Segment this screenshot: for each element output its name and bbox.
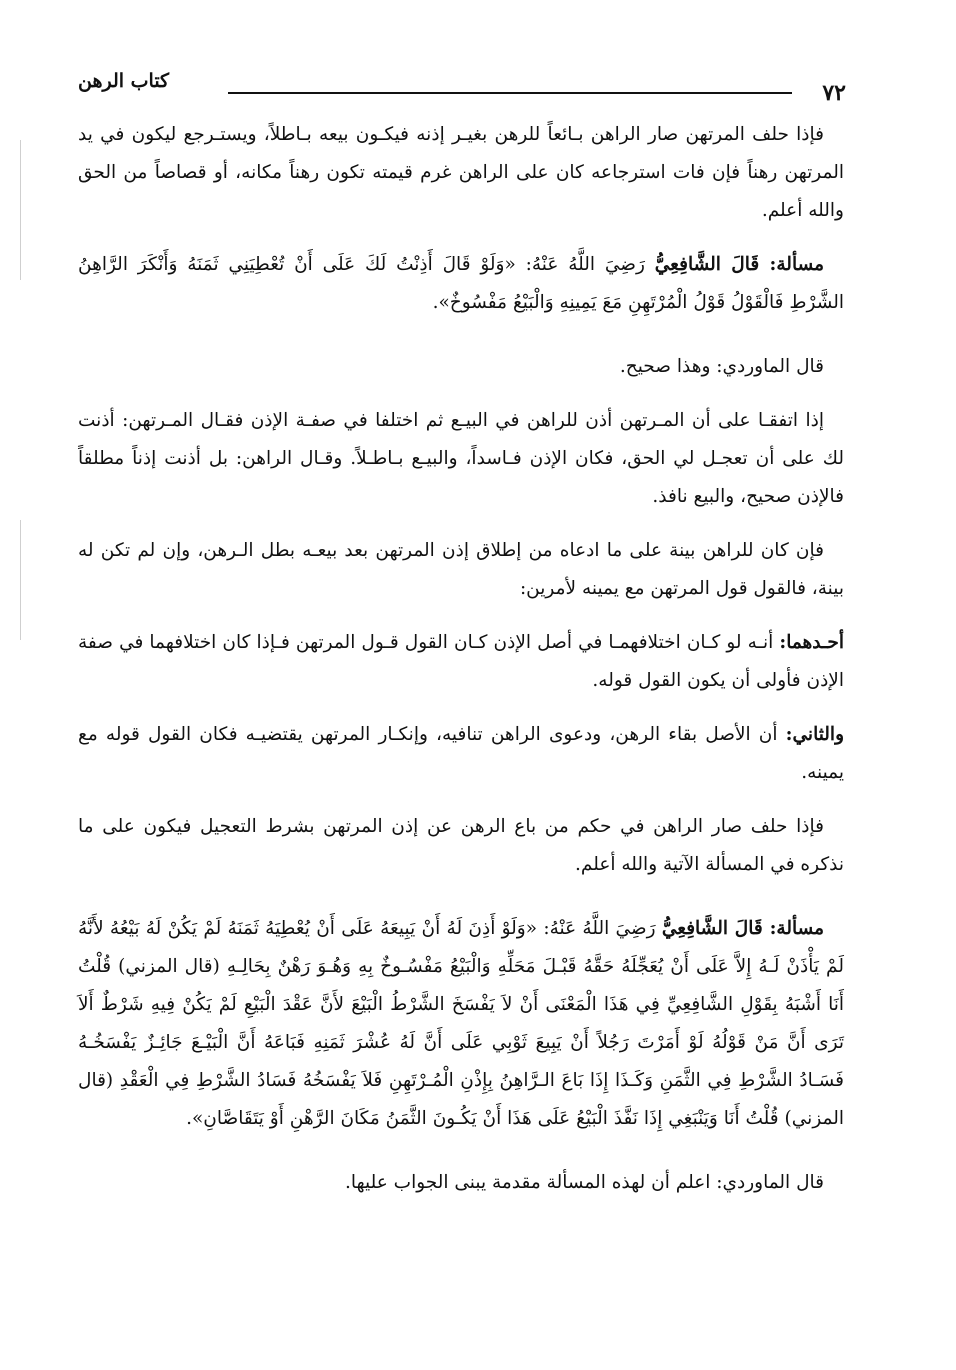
paragraph: فإن كان للراهن بينة على ما ادعاه من إطلاق إذن المرتهن بعد بيعـه بطل الـرهن، وإن لم تكن له بينة، فالقول قول المرتهن مع يمينه لأمرين: bbox=[78, 540, 844, 599]
header-rule bbox=[228, 92, 792, 94]
second-reason-paragraph: والثاني: أن الأصل بقاء الرهن، ودعوى الراهن تنافيه، وإنكـار المرتهن يقتضيـه فكان القول قوله مع يمينه. bbox=[78, 724, 844, 783]
paragraph: فإذا حلف صار الراهن في حكم من باع الرهن عن إذن المرتهن بشرط التعجيل فيكون على ما نذكره في المسألة الآتية والله أعلم. bbox=[78, 816, 844, 875]
paragraph: فإذا حلف المرتهن صار الراهن بـائعاً للرهن بغيـر إذنه فيكـون بيعه بـاطلاً، ويستـرجع ليكون في يد المرتهن رهناً فإن فات استرجاعه كان على الراهن غرم قيمته تكون رهناً مكانه، أو قصاصاً من الحق والله أعلم. bbox=[78, 124, 844, 221]
book-title: كتاب الرهن bbox=[78, 70, 170, 92]
page-body bbox=[78, 116, 844, 1218]
paragraph: قال الماوردي: اعلم أن لهذه المسألة مقدمة يبنى الجواب عليها. bbox=[344, 1172, 824, 1193]
page-number: ٧٢ bbox=[822, 80, 846, 106]
scan-edge-mark bbox=[20, 140, 21, 280]
scan-edge-mark bbox=[20, 520, 21, 640]
paragraph: إذا اتفقـا على أن المـرتهن أذن للراهن في البيـع ثم اختلفا في صفـة الإذن فقـال المـرتهن: أذنت لك على أن تعجـل لي الحق، فكان الإذن فـاسداً، والبيـع بـاطـلاً. وقـال الراهن: بل أذنت إذناً مطلقاً فالإذن صحيح، والبيع نافذ. bbox=[78, 410, 844, 507]
page-header bbox=[78, 66, 848, 106]
masala-heading-paragraph: مسألة: قَالَ الشَّافِعِيُّ رَضِيَ اللَّهُ عَنْهُ: «وَلَوْ أَذِنَ لَهُ أَنْ يَبِيعَهُ عَلَى أَنْ يُعْطِيَهُ ثَمَنَهُ لَمْ يَكُنْ لَهُ بَيْعُهُ لأَنَّهُ لَمْ يَأْذَنْ لَـهُ إِلاَّ عَلَى أَنْ يُعَجِّلَهُ حَقَّهُ قَبْـلَ مَحَلِّهِ وَالْبَيْعُ مَفْسُـوخٌ بِهِ وَهُـوَ رَهْنٌ بِحَالِـهِ (قال المزني) قُلْتُ أَنَا أَشْبَهُ بِقَوْلِ الشَّافِعِيِّ فِي هَذَا الْمَعْنَى أَنْ لاَ يَفْسَخَ الشَّرْطُ الْبَيْعَ لأَنَّ عَقْدَ الْبَيْعِ لَمْ يَكُنْ فِيهِ شَرْطٌ أَلاَ تَرَى أَنَّ مَنْ قَوْلُهُ لَوْ أَمَرْتَ رَجُلاً أَنْ يَبِيعَ ثَوْبِي عَلَى أَنَّ لَهُ عُشْرَ ثَمَنِهِ فَبَاعَهُ أَنَّ الْبَيْـعَ جَائِـزٌ يَفْسَخُـهُ فَسَـادُ الشَّرْطِ فِي الثَّمَنِ وَكَـذَا إِذَا بَاعَ الـرَّاهِنُ بِإِذْنِ الْمُـرْتَهِنِ فَلاَ يَفْسَخُهُ فَسَادُ الشَّرْطِ فِي الْعَقْدِ (قال المزني) قُلْتُ أَنَا وَيَنْبَغِي إِذَا نَفَّذَ الْبَيْعُ عَلَى هَذَا أَنْ يَكُـونَ الثَّمَنُ مَكَانَ الرَّهْنِ أَوْ يَتَقَاصَّانِ». bbox=[78, 918, 844, 1129]
first-reason-paragraph: أحـدهما: أنـه لو كـان اختلافهمـا في أصل الإذن كـان القول قـول المرتهن فـإذا كان اختلافهما في صفة الإذن فأولى أن يكون القول قوله. bbox=[78, 632, 844, 691]
paragraph: قال الماوردي: وهذا صحيح. bbox=[619, 356, 824, 377]
masala-heading-paragraph: مسألة: قَالَ الشَّافِعِيُّ رَضِيَ اللَّهُ عَنْهُ: «وَلَوْ قَالَ أَذِنْتُ لَكَ عَلَى أَنْ تُعْطِيَنِي ثَمَنَهُ وَأَنْكَرَ الرَّاهِنُ الشَّرْطِ فَالْقَوْلُ قَوْلُ الْمُرْتَهِنِ مَعَ يَمِينِهِ وَالْبَيْعُ مَفْسُوخٌ». bbox=[78, 254, 844, 313]
